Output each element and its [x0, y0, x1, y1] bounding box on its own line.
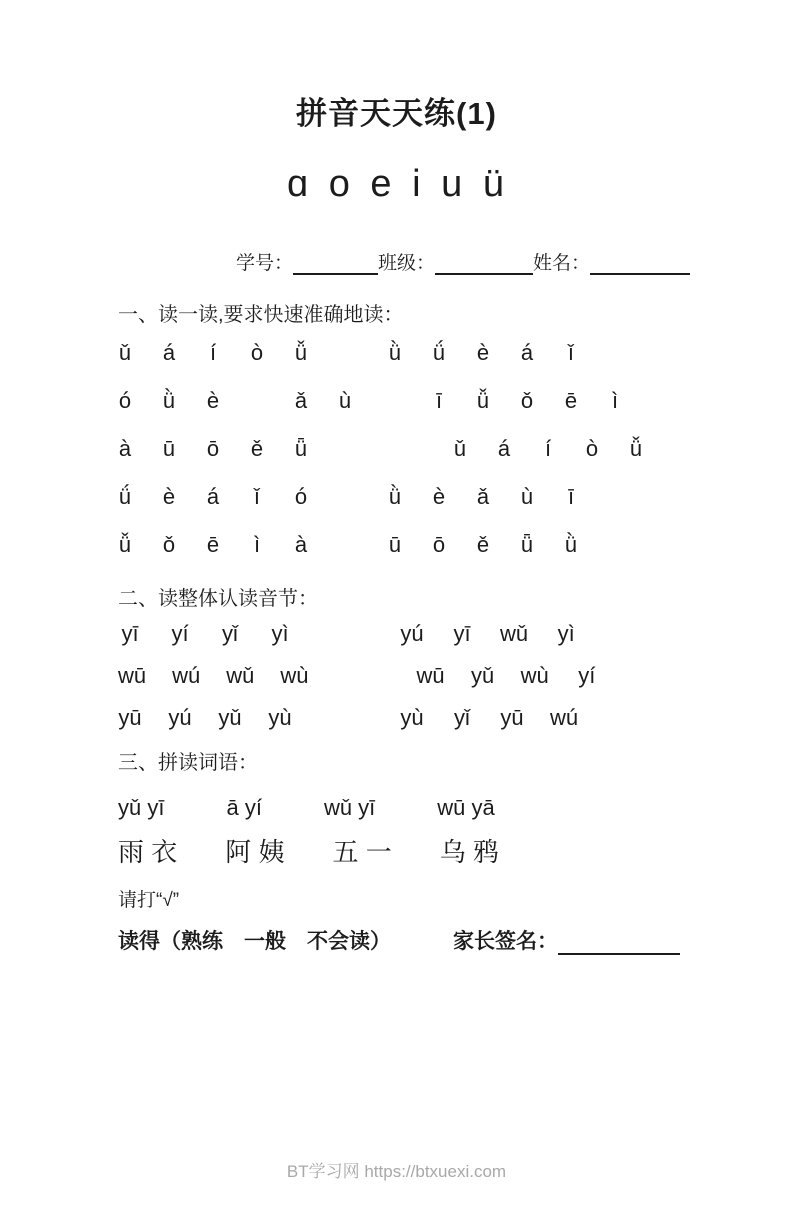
word-pinyin: wū yā	[437, 795, 495, 820]
pinyin-syllable: yù	[400, 705, 424, 730]
pinyin-letter: ǜ	[388, 340, 402, 365]
pinyin-syllable: yū	[118, 705, 142, 730]
pinyin-row	[118, 425, 703, 473]
pinyin-letter: ó	[118, 388, 132, 413]
pinyin-letter: ǚ	[476, 388, 490, 413]
pinyin-group	[118, 340, 308, 366]
pinyin-letter: è	[476, 340, 490, 365]
pinyin-letter: ì	[611, 388, 619, 413]
pinyin-syllable: yǔ	[471, 663, 495, 688]
pinyin-letter: à	[294, 532, 308, 557]
pinyin-syllable: wǔ	[500, 621, 529, 646]
word-hanzi: 乌 鸦	[439, 836, 499, 867]
parent-sign-label: 家长签名：	[453, 930, 558, 953]
worksheet-page	[0, 88, 793, 1210]
pinyin-letter: ǒ	[162, 532, 176, 557]
pinyin-letter: ǔ	[118, 340, 132, 365]
pinyin-letter: ě	[250, 436, 264, 461]
pinyin-letter: á	[162, 340, 176, 365]
pinyin-letter: ī	[435, 388, 443, 413]
pinyin-syllable: yī	[121, 621, 139, 646]
pinyin-letter: á	[520, 340, 534, 365]
pinyin-group	[453, 436, 643, 462]
pinyin-letter: ǖ	[294, 436, 308, 461]
parent-sign-blank	[558, 935, 680, 955]
pinyin-syllable: yí	[578, 663, 596, 688]
pinyin-letter: ǜ	[162, 388, 176, 413]
pinyin-row	[118, 377, 703, 425]
syllable-row	[118, 697, 703, 739]
pinyin-syllable: yú	[400, 621, 424, 646]
student-no-label: 学号：	[236, 253, 294, 274]
grade-options: 读得（熟练 一般 不会读）	[118, 930, 391, 953]
pinyin-letter: ǚ	[118, 532, 132, 557]
word-hanzi: 阿 姨	[225, 836, 285, 867]
word-pinyin: yǔ yī	[118, 795, 165, 820]
pinyin-group	[388, 340, 578, 366]
page-title: 拼音天天练(1)	[296, 96, 497, 131]
pinyin-letter: è	[432, 484, 446, 509]
student-info-row	[236, 248, 793, 275]
pinyin-letter: í	[544, 436, 552, 461]
pinyin-syllable: wū	[416, 663, 445, 688]
word-hanzi: 五 一	[332, 836, 392, 867]
pinyin-group	[118, 436, 308, 462]
pinyin-letter: ō	[432, 532, 446, 557]
pinyin-letter: ǎ	[294, 388, 308, 413]
pinyin-group	[118, 388, 352, 414]
pinyin-letter: ǜ	[388, 484, 402, 509]
word-hanzi-row	[118, 831, 703, 869]
pinyin-syllable: yú	[168, 705, 192, 730]
pinyin-letter: è	[162, 484, 176, 509]
pinyin-letter: ù	[338, 388, 352, 413]
pinyin-letter: á	[206, 484, 220, 509]
pinyin-group	[432, 388, 622, 414]
pinyin-letter: í	[209, 340, 217, 365]
pinyin-letter: ǖ	[520, 532, 534, 557]
vowel-subtitle: ɑ o e i u ü	[287, 163, 506, 205]
pinyin-syllable: yǔ	[218, 705, 242, 730]
pinyin-group	[388, 484, 578, 510]
pinyin-syllable: wú	[550, 705, 579, 730]
pinyin-syllable: wǔ	[226, 663, 255, 688]
pinyin-letter: ǐ	[254, 484, 260, 509]
grade-line	[118, 925, 703, 955]
class-label: 班级：	[378, 253, 436, 274]
pinyin-letter: ò	[250, 340, 264, 365]
syllable-group	[118, 663, 309, 689]
section-1-heading: 一、读一读,要求快速准确地读：	[118, 304, 404, 326]
pinyin-letter	[250, 388, 264, 414]
pinyin-row	[118, 473, 703, 521]
footer-credit[interactable]: BT学习网 https://btxuexi.com	[286, 1162, 507, 1181]
syllable-group	[118, 705, 292, 731]
pinyin-syllable: wù	[280, 663, 309, 688]
name-blank	[590, 255, 690, 275]
pinyin-letter: ǜ	[564, 532, 578, 557]
pinyin-letter: á	[497, 436, 511, 461]
pinyin-syllable: wū	[118, 663, 147, 688]
worksheet-body	[118, 301, 703, 955]
pinyin-syllable: yù	[268, 705, 292, 730]
syllable-row	[118, 613, 703, 655]
pinyin-group	[118, 532, 308, 558]
pinyin-letter: ě	[476, 532, 490, 557]
word-pinyin-row	[118, 791, 703, 825]
pinyin-letter: ì	[253, 532, 261, 557]
pinyin-letter: ù	[520, 484, 534, 509]
pinyin-letter: ó	[294, 484, 308, 509]
pinyin-group	[118, 484, 308, 510]
pinyin-group	[388, 532, 578, 558]
pinyin-syllable: yǐ	[454, 705, 470, 730]
pinyin-syllable: wú	[172, 663, 201, 688]
word-pinyin: ā yí	[226, 795, 262, 820]
pinyin-row	[118, 521, 703, 569]
student-no-blank	[293, 255, 378, 275]
pinyin-syllable: yū	[500, 705, 524, 730]
syllable-group	[400, 621, 578, 647]
syllable-group	[417, 663, 599, 689]
section-2-heading: 二、读整体认读音节：	[118, 588, 318, 610]
pinyin-letter: ū	[162, 436, 176, 461]
pinyin-syllable: yì	[271, 621, 289, 646]
pinyin-letter: à	[118, 436, 132, 461]
check-instruction: 请打“√”	[118, 890, 180, 911]
pinyin-letter: è	[206, 388, 220, 413]
word-hanzi: 雨 衣	[118, 836, 178, 867]
pinyin-row	[118, 329, 703, 377]
pinyin-letter: ū	[388, 532, 402, 557]
pinyin-syllable: yí	[171, 621, 189, 646]
class-blank	[435, 255, 533, 275]
pinyin-letter: ī	[567, 484, 575, 509]
pinyin-letter: ǐ	[568, 340, 574, 365]
pinyin-syllable: yì	[557, 621, 575, 646]
syllable-group	[118, 621, 292, 647]
pinyin-letter: ǔ	[453, 436, 467, 461]
pinyin-letter: ǎ	[476, 484, 490, 509]
pinyin-letter: ǘ	[118, 484, 132, 509]
pinyin-letter: ǘ	[432, 340, 446, 365]
pinyin-letter: ò	[585, 436, 599, 461]
pinyin-letter: ē	[206, 532, 220, 557]
pinyin-letter: ō	[206, 436, 220, 461]
pinyin-syllable: yǐ	[222, 621, 238, 646]
pinyin-syllable: yī	[453, 621, 471, 646]
pinyin-syllable: wù	[520, 663, 549, 688]
word-pinyin: wǔ yī	[323, 795, 376, 820]
pinyin-letter: ē	[564, 388, 578, 413]
syllable-row	[118, 655, 703, 697]
pinyin-letter: ǚ	[294, 340, 308, 365]
pinyin-letter: ǚ	[629, 436, 643, 461]
section-3-heading: 三、拼读词语：	[118, 752, 258, 774]
syllable-group	[400, 705, 578, 731]
pinyin-letter: ǒ	[520, 388, 534, 413]
name-label: 姓名：	[533, 253, 591, 274]
